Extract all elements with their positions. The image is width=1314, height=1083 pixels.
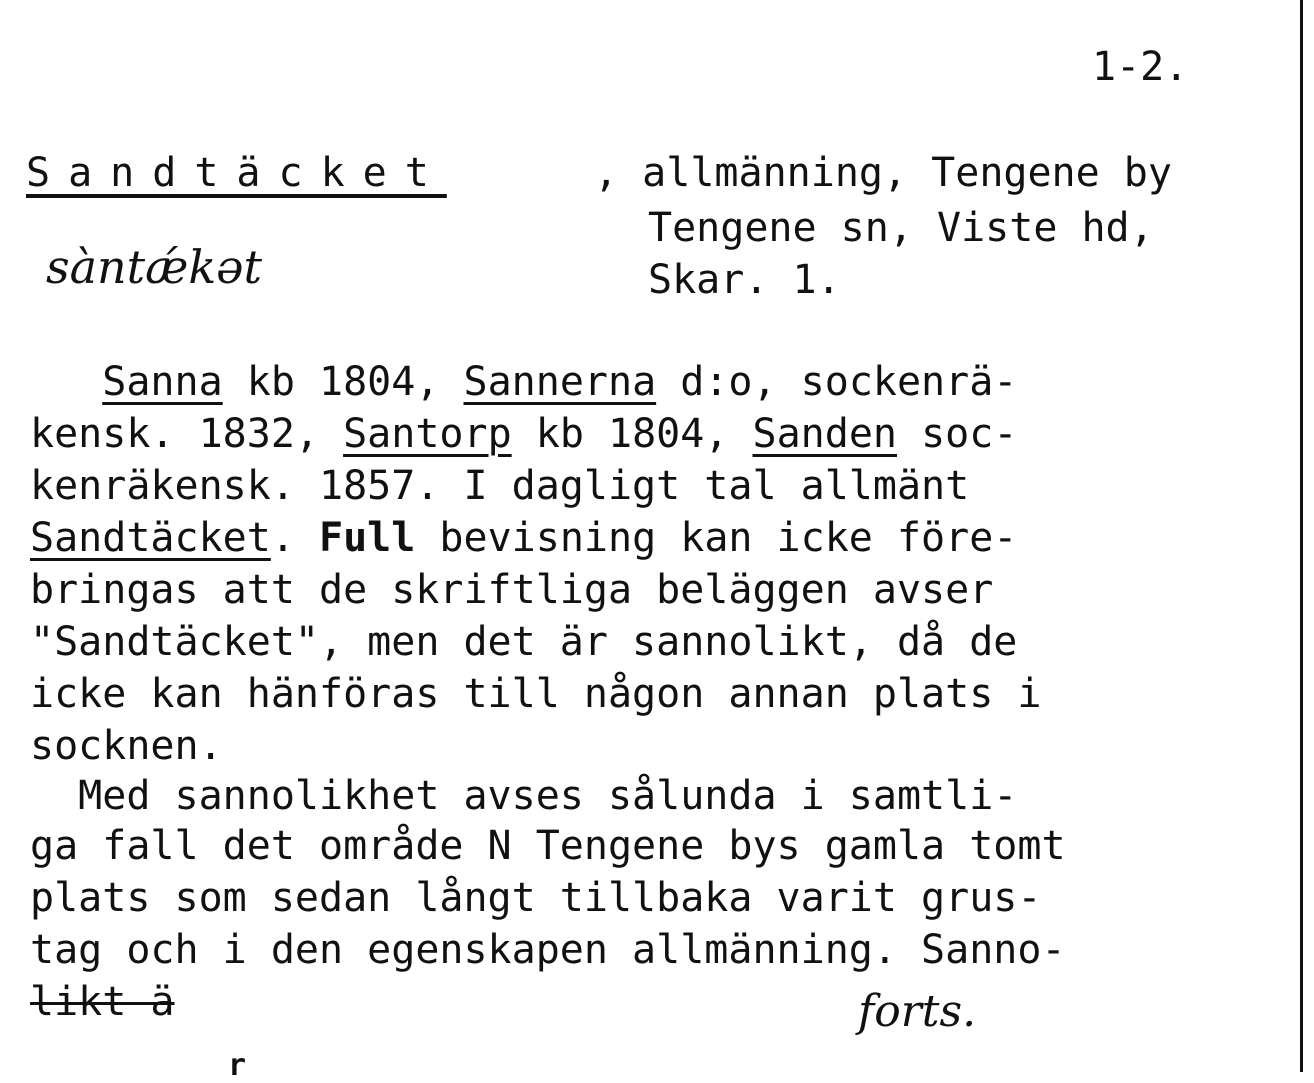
form-sannerna: Sannerna	[463, 359, 657, 405]
form-sanden: Sanden	[752, 411, 897, 457]
struck-out-text: likt ä	[30, 979, 175, 1025]
stray-mark: r	[228, 1048, 247, 1083]
paragraph-1-line-1: Sanna kb 1804, Sannerna d:o, sockenrä-	[102, 359, 1018, 405]
overtyped-word: Full	[319, 515, 416, 561]
paragraph-1-line-2: kensk. 1832, Santorp kb 1804, Sanden soc-	[30, 411, 1018, 457]
paragraph-1-line-4: Sandtäcket. Full bevisning kan icke före-	[30, 515, 1018, 561]
paragraph-2-line-1: Med sannolikhet avses sålunda i samtli-	[30, 773, 1018, 819]
page-number: 1-2.	[1092, 44, 1189, 90]
paragraph-1-line-8: socknen.	[30, 723, 223, 769]
paragraph-2-line-2: ga fall det område N Tengene bys gamla tomt	[30, 823, 1066, 869]
paragraph-2-line-4: tag och i den egenskapen allmänning. Sanno-	[30, 927, 1066, 973]
form-sandtacket: Sandtäcket	[30, 515, 271, 561]
entry-location-line-2: Tengene sn, Viste hd,	[648, 205, 1154, 251]
paragraph-1-line-5: bringas att de skriftliga beläggen avser	[30, 567, 994, 613]
form-sanna: Sanna	[102, 359, 223, 405]
paragraph-1-line-7: icke kan hänföras till någon annan plats i	[30, 671, 1042, 717]
paragraph-1-line-6: "Sandtäcket", men det är sannolikt, då de	[30, 619, 1018, 665]
paragraph-2-line-3: plats som sedan långt tillbaka varit grus-	[30, 875, 1042, 921]
entry-location-line-1: , allmänning, Tengene by	[594, 150, 1172, 196]
entry-headword: Sandtäcket	[26, 150, 447, 196]
phonetic-transcription: sàntǽkət	[46, 240, 262, 294]
card-edge	[1300, 0, 1303, 1072]
continuation-note: forts.	[858, 986, 977, 1037]
paragraph-1-line-3: kenräkensk. 1857. I dagligt tal allmänt	[30, 463, 970, 509]
form-santorp: Santorp	[343, 411, 512, 457]
entry-location-line-3: Skar. 1.	[648, 257, 841, 303]
